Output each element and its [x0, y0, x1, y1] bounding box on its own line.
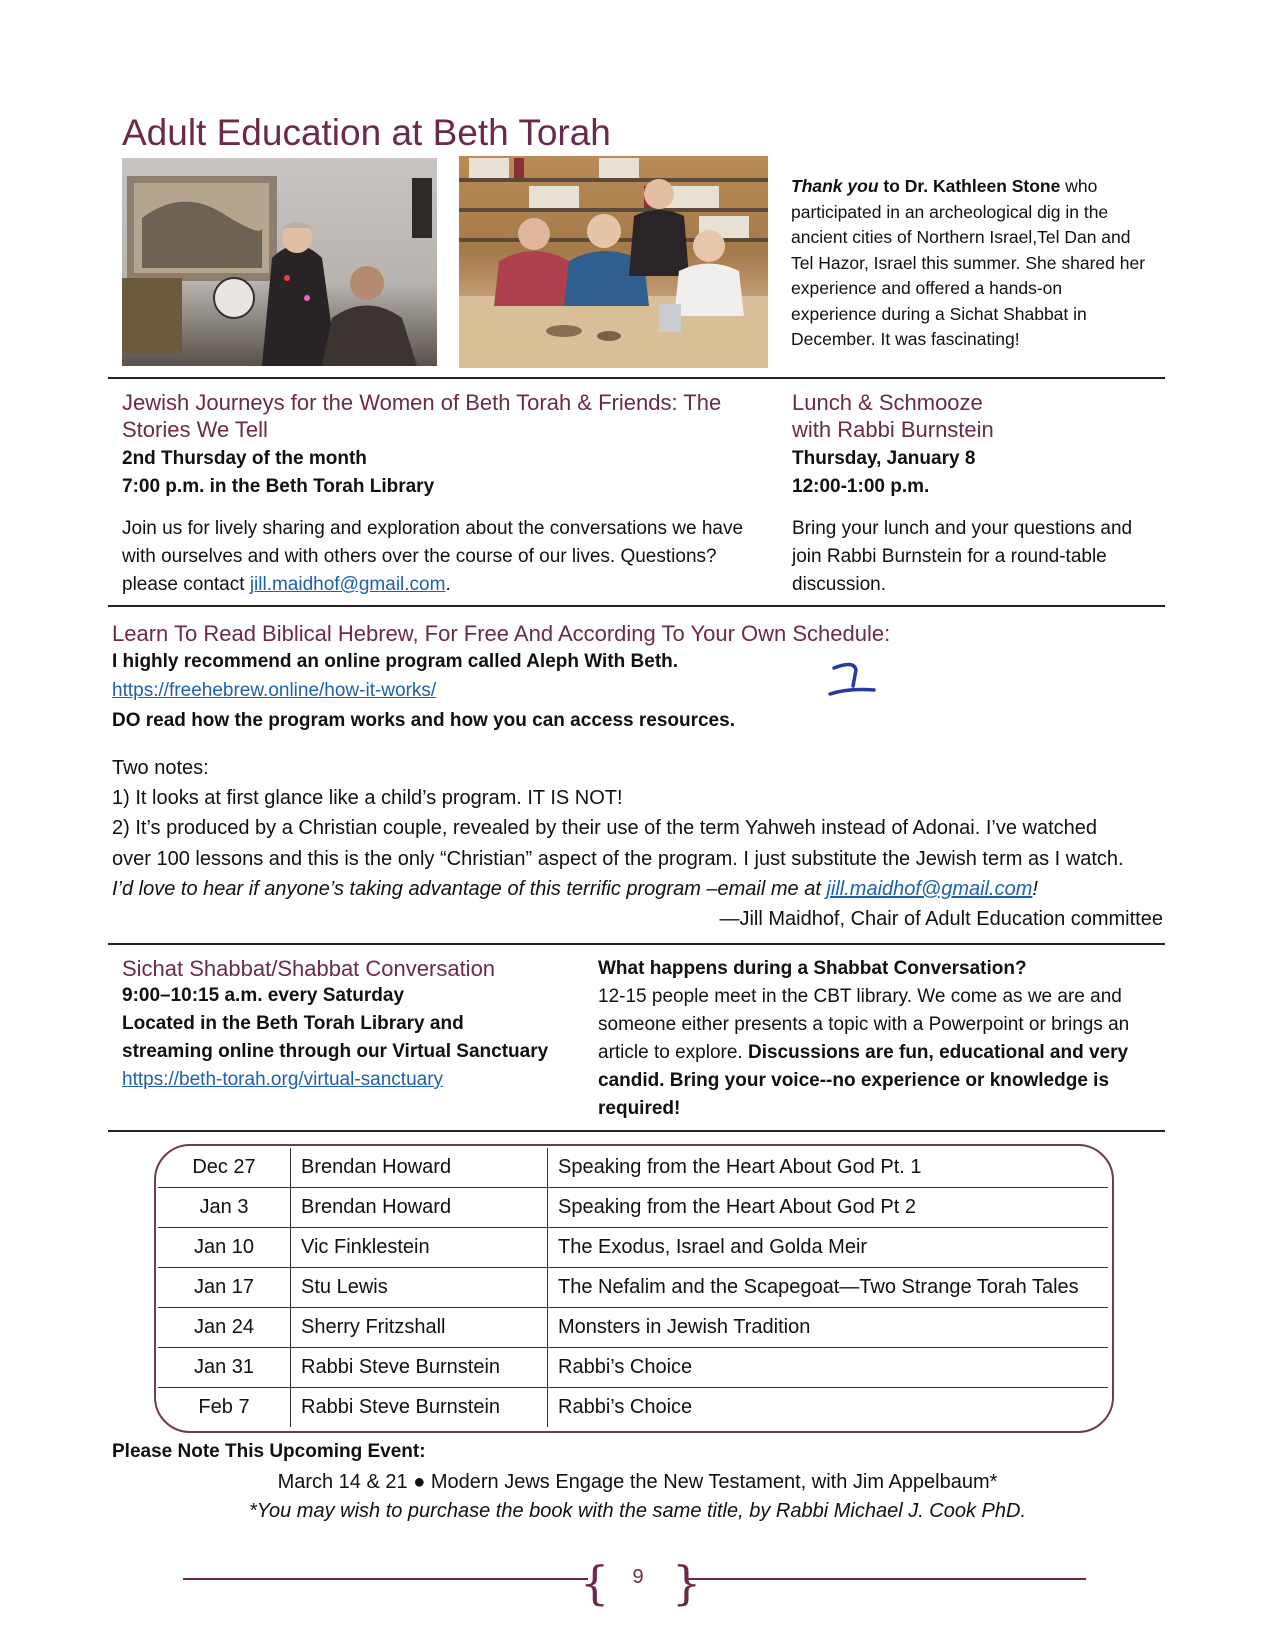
love-to-hear: [112, 875, 1038, 903]
sichat-location-2: streaming online through our Virtual Sanctuary: [122, 1041, 549, 1062]
schedule-date: Jan 17: [158, 1268, 291, 1308]
schedule-speaker: Stu Lewis: [291, 1268, 548, 1308]
schedule-topic: Rabbi’s Choice: [548, 1348, 1109, 1388]
journeys-when: 2nd Thursday of the month: [122, 448, 367, 469]
thank-you-lead: Thank you: [791, 176, 879, 196]
journeys-where: 7:00 p.m. in the Beth Torah Library: [122, 476, 435, 497]
journeys-desc-text: Join us for lively sharing and exploration about the conversations we have with ourselves and with others over the course of our lives. Questions? please contact: [122, 518, 744, 595]
sichat-section: [122, 955, 602, 1094]
schedule-table: [158, 1148, 1108, 1427]
artifacts-photo: [459, 156, 768, 368]
schedule-row: [158, 1388, 1108, 1428]
schedule-row: [158, 1148, 1108, 1188]
divider: [108, 1130, 1165, 1132]
schedule-topic: The Nefalim and the Scapegoat—Two Strange Torah Tales: [548, 1268, 1109, 1308]
love-end: !: [1032, 878, 1038, 900]
thank-you-name: to Dr. Kathleen Stone: [883, 176, 1061, 196]
sichat-location-1: Located in the Beth Torah Library and: [122, 1013, 464, 1034]
footer-right-bracket: }: [672, 1556, 702, 1610]
thank-you-text: who participated in an archeological dig in the ancient cities of Northern Israel,Tel Dan and Tel Hazor, Israel this summer. She shared her experience and offered a hands-on experience during a Sichat Shabbat in December. It was fascinating!: [791, 176, 1146, 349]
schedule-topic: Monsters in Jewish Tradition: [548, 1308, 1109, 1348]
schedule-row: [158, 1268, 1108, 1308]
sichat-time: 9:00–10:15 a.m. every Saturday: [122, 985, 405, 1006]
hebrew-letter-bet: [826, 658, 876, 713]
schedule-date: Feb 7: [158, 1388, 291, 1428]
schedule-speaker: Sherry Fritzshall: [291, 1308, 548, 1348]
schedule-topic: Speaking from the Heart About God Pt 2: [548, 1188, 1109, 1228]
schedule-speaker: Rabbi Steve Burnstein: [291, 1348, 548, 1388]
journeys-heading: Jewish Journeys for the Women of Beth Torah & Friends: The Stories We Tell: [122, 390, 722, 442]
hebrew-program-link[interactable]: https://freehebrew.online/how-it-works/: [112, 680, 437, 701]
schedule-topic: The Exodus, Israel and Golda Meir: [548, 1228, 1109, 1268]
hebrew-recommend: I highly recommend an online program called Aleph With Beth.: [112, 651, 679, 672]
schedule-date: Jan 24: [158, 1308, 291, 1348]
lecture-photo: [122, 158, 437, 366]
lecture-photo-art: [122, 158, 437, 366]
divider: [108, 377, 1165, 379]
note-2-line-2: over 100 lessons and this is the only “Christian” aspect of the program. I just substitute the Jewish term as I watch.: [112, 848, 1124, 870]
journeys-desc-end: .: [445, 574, 451, 595]
schedule-date: Jan 31: [158, 1348, 291, 1388]
love-email-link[interactable]: jill.maidhof@gmail.com: [826, 878, 1033, 900]
schedule-date: Jan 3: [158, 1188, 291, 1228]
schedule-row: [158, 1348, 1108, 1388]
sichat-heading: Sichat Shabbat/Shabbat Conversation: [122, 956, 496, 981]
lunch-time: 12:00-1:00 p.m.: [792, 476, 930, 497]
page-number: 9: [632, 1566, 644, 1588]
signature: —Jill Maidhof, Chair of Adult Education committee: [719, 908, 1163, 930]
notes-title: Two notes:: [112, 757, 209, 779]
lunch-date: Thursday, January 8: [792, 448, 976, 469]
love-text: I’d love to hear if anyone’s taking advantage of this terrific program –email me at: [112, 878, 827, 900]
sichat-what-plain: 12-15 people meet in the CBT library. We come as we are and someone either presents a topic with a Powerpoint or brings an article to explore.: [598, 986, 1130, 1063]
note-2-line-1: 2) It’s produced by a Christian couple, revealed by their use of the term Yahweh instead of Adonai. I’ve watched: [112, 817, 1098, 839]
upcoming-label: Please Note This Upcoming Event:: [112, 1441, 426, 1462]
lunch-section: [792, 389, 1152, 599]
virtual-sanctuary-link[interactable]: https://beth-torah.org/virtual-sanctuary: [122, 1069, 444, 1090]
schedule-speaker: Vic Finklestein: [291, 1228, 548, 1268]
page-title: Adult Education at Beth Torah: [122, 112, 611, 153]
artifacts-photo-art: [459, 156, 768, 368]
schedule-row: [158, 1308, 1108, 1348]
sichat-what-heading: What happens during a Shabbat Conversation?: [598, 958, 1027, 979]
schedule-row: [158, 1188, 1108, 1228]
hebrew-do-read: DO read how the program works and how you can access resources.: [112, 710, 735, 731]
lunch-description: Bring your lunch and your questions and join Rabbi Burnstein for a round-table discussion.: [792, 518, 1133, 595]
journeys-section: [122, 389, 762, 599]
note-1: 1) It looks at first glance like a child’s program. IT IS NOT!: [112, 787, 623, 809]
divider: [108, 943, 1165, 945]
sichat-what-text: [598, 983, 1153, 1123]
journeys-description: [122, 515, 762, 599]
schedule-topic: Speaking from the Heart About God Pt. 1: [548, 1148, 1109, 1188]
divider: [108, 605, 1165, 607]
schedule-date: Dec 27: [158, 1148, 291, 1188]
schedule-date: Jan 10: [158, 1228, 291, 1268]
lunch-heading: Lunch & Schmooze with Rabbi Burnstein: [792, 390, 994, 442]
upcoming-event: March 14 & 21 ● Modern Jews Engage the New Testament, with Jim Appelbaum*: [277, 1471, 998, 1493]
sichat-what-section: [598, 955, 1153, 1123]
schedule-speaker: Rabbi Steve Burnstein: [291, 1388, 548, 1428]
schedule-row: [158, 1228, 1108, 1268]
schedule-topic: Rabbi’s Choice: [558, 1396, 693, 1418]
footer-rule-right: [686, 1578, 1086, 1580]
footer-rule-left: [183, 1578, 588, 1580]
schedule-speaker: Brendan Howard: [291, 1148, 548, 1188]
handwritten-bet-icon: [826, 658, 876, 708]
journeys-email-link[interactable]: jill.maidhof@gmail.com: [249, 574, 446, 595]
footer-left-bracket: {: [580, 1556, 610, 1610]
sichat-what-bold: Discussions are fun, educational and very candid. Bring your voice--no experience or knowledge is required!: [598, 1042, 1129, 1119]
schedule-speaker: Brendan Howard: [291, 1188, 548, 1228]
thank-you-note: [791, 174, 1151, 353]
hebrew-heading: Learn To Read Biblical Hebrew, For Free And According To Your Own Schedule:: [112, 621, 891, 646]
upcoming-note: *You may wish to purchase the book with the same title, by Rabbi Michael J. Cook PhD.: [248, 1500, 1027, 1522]
